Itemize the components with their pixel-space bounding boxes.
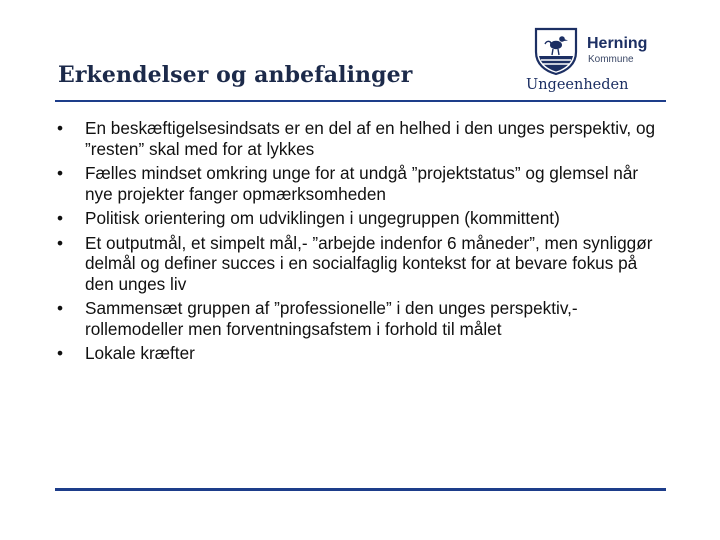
bullet-mark: •: [57, 343, 64, 363]
logo-brand-name: Herning: [587, 35, 648, 52]
bullet-mark: •: [57, 208, 64, 228]
logo-brand-sub: Kommune: [588, 54, 634, 65]
bullet-mark: •: [57, 163, 64, 183]
bullet-list: [57, 118, 667, 368]
bullet-text: Lokale kræfter: [85, 343, 195, 363]
bullet-text: En beskæftigelsesindsats er en del af en helhed i den unges perspektiv, og ”resten” skal med for at lykkes: [85, 118, 656, 159]
herning-shield-icon: [531, 26, 581, 76]
slide-title: Erkendelser og anbefalinger: [58, 62, 413, 88]
bullet-text: Politisk orientering om udviklingen i ungegruppen (kommittent): [85, 208, 560, 228]
bullet-item: [57, 343, 667, 364]
title-divider: [55, 100, 666, 102]
bullet-item: [57, 208, 667, 229]
bullet-mark: •: [57, 298, 64, 318]
bullet-text: Et outputmål, et simpelt mål,- ”arbejde indenfor 6 måneder”, men synliggør delmål og definer succes i en socialfaglig kontekst for at bevare fokus på den unges liv: [85, 232, 653, 294]
bullet-mark: •: [57, 118, 64, 138]
bullet-text: Sammensæt gruppen af ”professionelle” i den unges perspektiv,- rollemodeller men forventningsafstem i forhold til målet: [85, 298, 578, 339]
bullet-mark: •: [57, 232, 64, 253]
bullet-text: Fælles mindset omkring unge for at undgå ”projektstatus” og glemsel når nye projekter fanger opmærksomheden: [85, 163, 639, 204]
bullet-item: [57, 163, 667, 204]
bullet-item: [57, 118, 667, 159]
bullet-item: [57, 233, 667, 295]
herning-logo: [528, 26, 668, 96]
logo-unit-name: Ungeenheden: [526, 77, 629, 93]
footer-divider: [55, 488, 666, 491]
bullet-item: [57, 298, 667, 339]
